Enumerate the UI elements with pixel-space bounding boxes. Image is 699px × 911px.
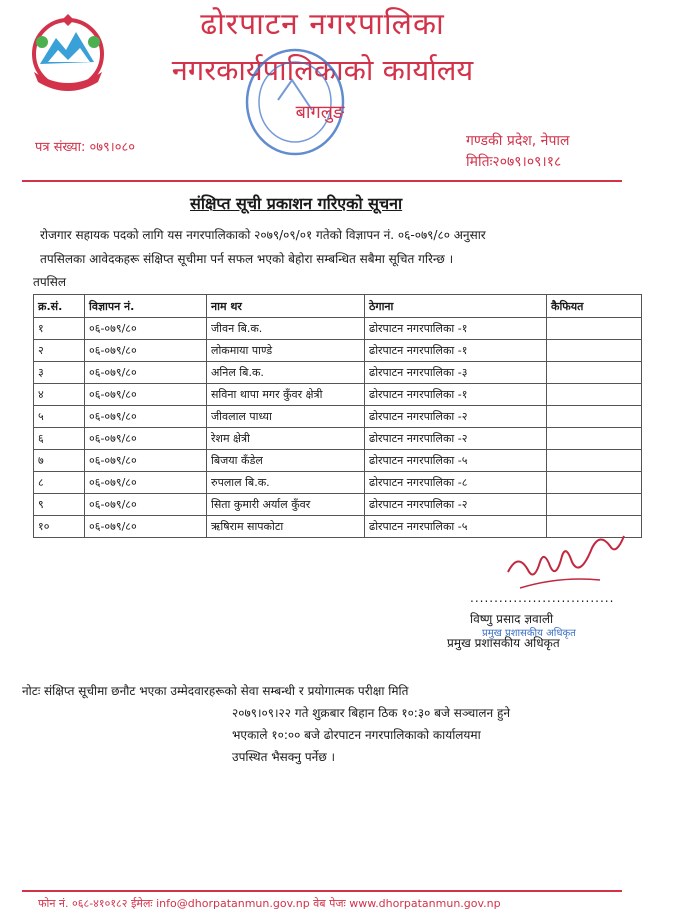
details-label: तपसिल (33, 275, 67, 289)
cell-advert-no: ०६-०७९/८० (85, 494, 207, 516)
cell-serial: ९ (34, 494, 85, 516)
table-header-row (34, 295, 642, 318)
column-header-serial: क्र.सं. (34, 295, 85, 318)
cell-advert-no: ०६-०७९/८० (85, 516, 207, 538)
cell-name: लोकमाया पाण्डे (207, 340, 365, 362)
cell-name: सविना थापा मगर कुँवर क्षेत्री (207, 384, 365, 406)
table-row (34, 362, 642, 384)
cell-remarks (547, 318, 642, 340)
cell-name: रुपलाल बि.क. (207, 472, 365, 494)
table-row (34, 318, 642, 340)
cell-advert-no: ०६-०७९/८० (85, 362, 207, 384)
cell-advert-no: ०६-०७९/८० (85, 472, 207, 494)
notice-title: संक्षिप्त सूची प्रकाशन गरिएको सूचना (190, 194, 403, 213)
district-name: बागलुङ (295, 102, 345, 123)
footer-divider (22, 890, 622, 892)
officer-title: प्रमुख प्रशासकीय अधिकृत (447, 636, 560, 650)
cell-remarks (547, 472, 642, 494)
cell-serial: १० (34, 516, 85, 538)
cell-remarks (547, 428, 642, 450)
cell-advert-no: ०६-०७९/८० (85, 384, 207, 406)
officer-name: विष्णु प्रसाद ज्ञवाली (470, 612, 554, 626)
table-row (34, 406, 642, 428)
notice-body-line: तपसिलका आवेदकहरू संक्षिप्त सूचीमा पर्न सफल भएको बेहोरा सम्बन्धित सबैमा सूचित गरिन्छ । (40, 252, 454, 266)
footer-contact: फोन नं. ०६८-४१०१८२ ईमेलः info@dhorpatanmun.gov.np वेब पेजः www.dhorpatanmun.gov.np (38, 897, 501, 910)
cell-name: रेशम क्षेत्री (207, 428, 365, 450)
cell-remarks (547, 384, 642, 406)
cell-address: ढोरपाटन नगरपालिका -१ (365, 318, 547, 340)
cell-address: ढोरपाटन नगरपालिका -१ (365, 340, 547, 362)
table-row (34, 340, 642, 362)
cell-advert-no: ०६-०७९/८० (85, 340, 207, 362)
cell-remarks (547, 494, 642, 516)
notice-body-line: रोजगार सहायक पदको लागि यस नगरपालिकाको २०७९/०९/०१ गतेको विज्ञापन नं. ०६-०७९/८० अनुसार (40, 228, 486, 242)
cell-name: ऋषिराम सापकोटा (207, 516, 365, 538)
cell-address: ढोरपाटन नगरपालिका -३ (365, 362, 547, 384)
cell-serial: १ (34, 318, 85, 340)
cell-serial: २ (34, 340, 85, 362)
nepal-emblem-icon (22, 12, 114, 94)
cell-remarks (547, 406, 642, 428)
cell-serial: ७ (34, 450, 85, 472)
cell-name: जीवन बि.क. (207, 318, 365, 340)
note-line: उपस्थित भैसक्नु पर्नेछ । (232, 750, 336, 764)
cell-name: बिजया कँडेल (207, 450, 365, 472)
table-row (34, 450, 642, 472)
note-line: भएकाले १०:०० बजे ढोरपाटन नगरपालिकाको कार्यालयमा (232, 728, 481, 742)
cell-serial: ६ (34, 428, 85, 450)
cell-advert-no: ०६-०७९/८० (85, 318, 207, 340)
cell-remarks (547, 450, 642, 472)
office-name: नगरकार्यपालिकाको कार्यालय (171, 53, 474, 87)
cell-serial: ४ (34, 384, 85, 406)
shortlist-table (33, 294, 642, 538)
officer-stamp: प्रमुख प्रशासकीय अधिकृत (482, 628, 576, 639)
signature-line: .............................. (470, 591, 615, 605)
cell-advert-no: ०६-०७९/८० (85, 450, 207, 472)
table-row (34, 384, 642, 406)
cell-address: ढोरपाटन नगरपालिका -२ (365, 428, 547, 450)
cell-address: ढोरपाटन नगरपालिका -५ (365, 516, 547, 538)
cell-address: ढोरपाटन नगरपालिका -५ (365, 450, 547, 472)
table-row (34, 472, 642, 494)
province-name: गण्डकी प्रदेश, नेपाल (466, 133, 570, 149)
cell-address: ढोरपाटन नगरपालिका -८ (365, 472, 547, 494)
reference-number: पत्र संख्या: ०७९।०८० (35, 140, 135, 155)
cell-address: ढोरपाटन नगरपालिका -२ (365, 494, 547, 516)
column-header-name: नाम थर (207, 295, 365, 318)
column-header-advert-no: विज्ञापन नं. (85, 295, 207, 318)
cell-serial: ८ (34, 472, 85, 494)
cell-name: जीवलाल पाध्या (207, 406, 365, 428)
cell-name: सिता कुमारी अर्याल कुँवर (207, 494, 365, 516)
cell-remarks (547, 340, 642, 362)
cell-advert-no: ०६-०७९/८० (85, 406, 207, 428)
cell-name: अनिल बि.क. (207, 362, 365, 384)
note-line: नोटः संक्षिप्त सूचीमा छनौट भएका उम्मेदवारहरूको सेवा सम्बन्धी र प्रयोगात्मक परीक्षा मिति (22, 684, 409, 698)
column-header-remarks: कैफियत (547, 295, 642, 318)
note-line: २०७९।०९।२२ गते शुक्रबार बिहान ठिक १०:३० बजे सञ्चालन हुने (232, 706, 511, 720)
cell-remarks (547, 362, 642, 384)
cell-serial: ३ (34, 362, 85, 384)
cell-serial: ५ (34, 406, 85, 428)
table-row (34, 428, 642, 450)
cell-address: ढोरपाटन नगरपालिका -१ (365, 384, 547, 406)
column-header-address: ठेगाना (365, 295, 547, 318)
cell-address: ढोरपाटन नगरपालिका -२ (365, 406, 547, 428)
cell-advert-no: ०६-०७९/८० (85, 428, 207, 450)
header-divider (22, 180, 622, 182)
org-name: ढोरपाटन नगरपालिका (200, 7, 445, 42)
letter-date: मितिः२०७९।०९।१८ (466, 154, 562, 170)
table-row (34, 494, 642, 516)
